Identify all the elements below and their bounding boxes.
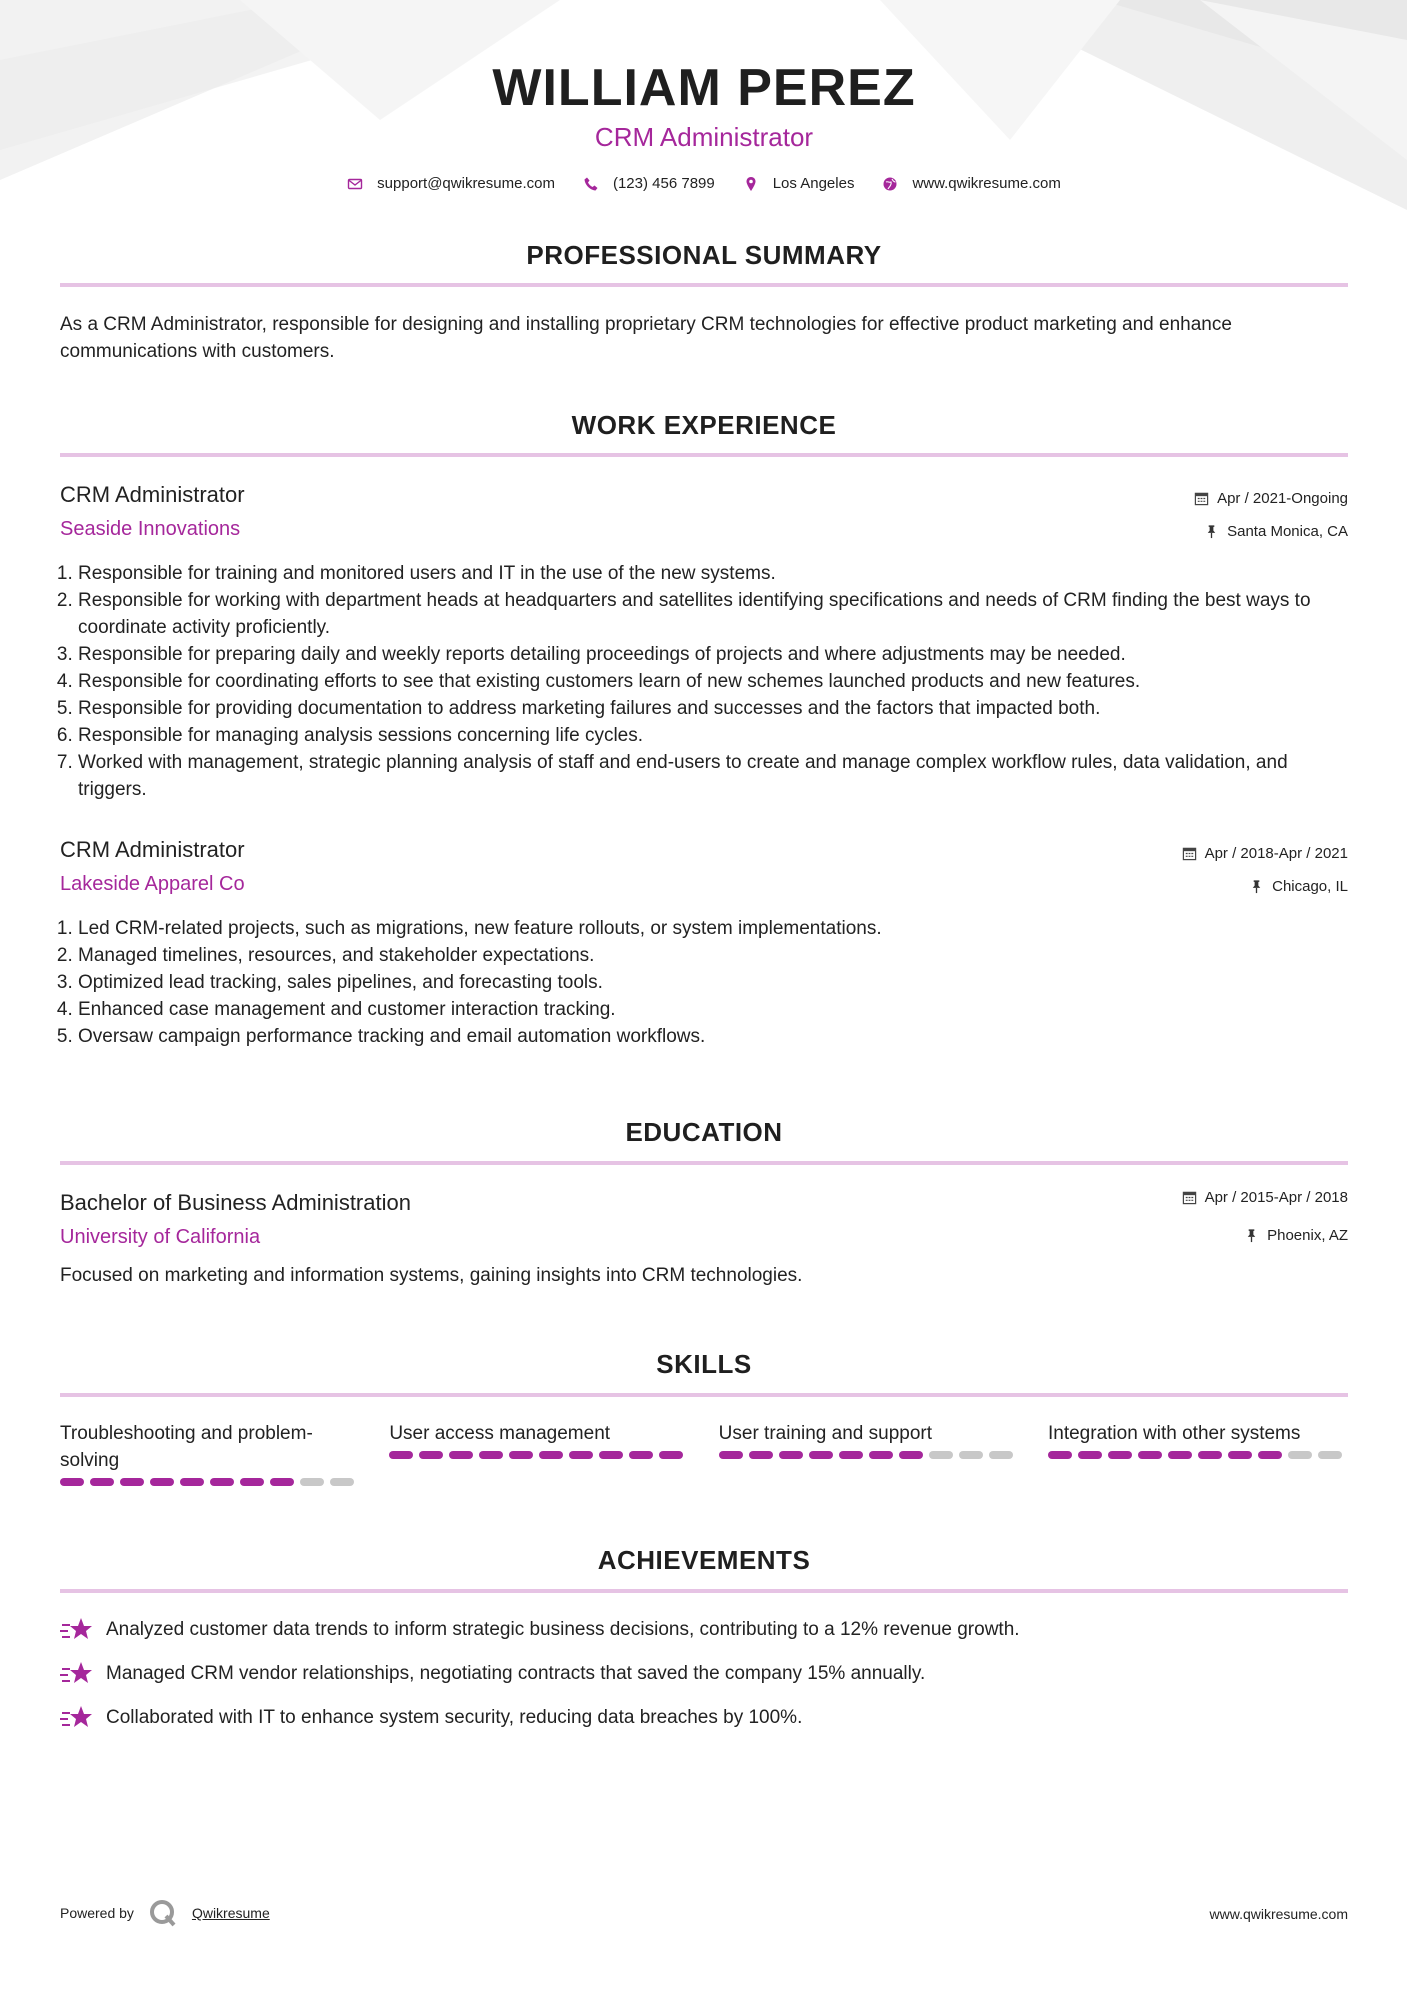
- list-item: 2. Responsible for working with department heads at headquarters and satellites identifying specifications and needs of CRM finding the best ways to coordinate activity proficiently.: [78, 587, 1348, 641]
- achievement-text: Collaborated with IT to enhance system security, reducing data breaches by 100%.: [106, 1707, 803, 1728]
- skill-level-segment: [1138, 1451, 1162, 1459]
- skill-level-bar: [60, 1478, 360, 1486]
- skill-level-segment: [869, 1451, 893, 1459]
- skill-level-segment: [270, 1478, 294, 1486]
- contact-website-text: www.qwikresume.com: [912, 175, 1061, 192]
- skill-item: [719, 1420, 1019, 1486]
- skill-level-segment: [569, 1451, 593, 1459]
- achievement-text: Managed CRM vendor relationships, negotiating contracts that saved the company 15% annually.: [106, 1663, 926, 1684]
- contact-website[interactable]: [882, 175, 1060, 192]
- skill-name: Integration with other systems: [1047, 1423, 1301, 1444]
- skill-level-segment: [1108, 1451, 1132, 1459]
- skill-level-bar: [389, 1451, 689, 1459]
- contact-email-text: support@qwikresume.com: [377, 175, 555, 192]
- skill-level-segment: [1198, 1451, 1222, 1459]
- skill-level-segment: [719, 1451, 743, 1459]
- skill-level-segment: [330, 1478, 354, 1486]
- skill-level-segment: [150, 1478, 174, 1486]
- list-item: 5. Oversaw campaign performance tracking and email automation workflows.: [78, 1023, 1348, 1050]
- job-2-company: Lakeside Apparel Co: [60, 873, 245, 895]
- list-item: 4. Enhanced case management and customer interaction tracking.: [78, 996, 1348, 1023]
- skill-level-segment: [839, 1451, 863, 1459]
- job-1-location-text: Santa Monica, CA: [1227, 523, 1348, 540]
- job-2-dates-text: Apr / 2018-Apr / 2021: [1204, 845, 1348, 862]
- phone-icon: [583, 176, 599, 192]
- education-heading: EDUCATION: [625, 1117, 783, 1147]
- experience-divider: [60, 453, 1348, 457]
- education-divider: [60, 1161, 1348, 1165]
- achievements-divider: [60, 1589, 1348, 1593]
- summary-text: As a CRM Administrator, responsible for designing and installing proprietary CRM technologies for effective product marketing and enhance communications with customers.: [60, 314, 1232, 362]
- skill-name: User access management: [389, 1423, 611, 1444]
- skill-level-bar: [719, 1451, 1019, 1459]
- skill-level-segment: [120, 1478, 144, 1486]
- job-2-title: CRM Administrator: [60, 837, 245, 862]
- job-1-location: [1204, 523, 1348, 540]
- summary-divider: [60, 283, 1348, 287]
- skill-level-segment: [419, 1451, 443, 1459]
- list-item: 5. Responsible for providing documentation to address marketing failures and successes and the factors that impacted both.: [78, 695, 1348, 722]
- skill-level-segment: [1168, 1451, 1192, 1459]
- skills-divider: [60, 1393, 1348, 1397]
- skill-level-segment: [929, 1451, 953, 1459]
- education-school: University of California: [60, 1226, 261, 1248]
- achievement-item: [60, 1616, 1348, 1644]
- footer-powered-by: [60, 1898, 270, 1928]
- skill-level-segment: [1078, 1451, 1102, 1459]
- skill-item: [389, 1420, 689, 1486]
- skill-level-segment: [899, 1451, 923, 1459]
- globe-icon: [882, 176, 898, 192]
- skill-level-segment: [300, 1478, 324, 1486]
- job-2-responsibilities: [60, 915, 1348, 1050]
- candidate-title: CRM Administrator: [594, 122, 814, 152]
- skill-level-segment: [1258, 1451, 1282, 1459]
- skill-level-segment: [809, 1451, 833, 1459]
- job-1-dates: [1194, 490, 1348, 507]
- list-item: 4. Responsible for coordinating efforts to see that existing customers learn of new schemes launched products and new features.: [78, 668, 1348, 695]
- contact-phone[interactable]: [583, 175, 715, 192]
- skill-level-segment: [749, 1451, 773, 1459]
- qwikresume-link[interactable]: Qwikresume: [191, 1905, 270, 1921]
- skill-level-segment: [240, 1478, 264, 1486]
- skills-grid: [60, 1420, 1348, 1486]
- qwikresume-logo-icon: [148, 1898, 178, 1928]
- skill-name: Troubleshooting and problem-solving: [60, 1423, 313, 1471]
- list-item: 2. Managed timelines, resources, and stakeholder expectations.: [78, 942, 1348, 969]
- star-icon: [60, 1704, 94, 1732]
- education-degree: Bachelor of Business Administration: [60, 1190, 411, 1215]
- education-location: [1244, 1227, 1348, 1244]
- contact-phone-text: (123) 456 7899: [612, 175, 715, 192]
- star-icon: [60, 1616, 94, 1644]
- skill-level-segment: [599, 1451, 623, 1459]
- skill-level-segment: [210, 1478, 234, 1486]
- list-item: 1. Led CRM-related projects, such as migrations, new feature rollouts, or system implementations.: [78, 915, 1348, 942]
- list-item: 6. Responsible for managing analysis sessions concerning life cycles.: [78, 722, 1348, 749]
- map-pin-icon: [743, 176, 759, 192]
- skill-level-segment: [959, 1451, 983, 1459]
- contact-location-text: Los Angeles: [772, 175, 855, 192]
- calendar-icon: [1194, 491, 1209, 506]
- skill-level-segment: [539, 1451, 563, 1459]
- job-1-responsibilities: [60, 560, 1348, 803]
- list-item: 3. Responsible for preparing daily and weekly reports detailing proceedings of projects and where adjustments may be needed.: [78, 641, 1348, 668]
- education-location-text: Phoenix, AZ: [1267, 1227, 1348, 1244]
- job-1-company: Seaside Innovations: [60, 518, 241, 540]
- pushpin-icon: [1204, 524, 1219, 539]
- achievements-heading: ACHIEVEMENTS: [597, 1545, 811, 1575]
- skill-level-segment: [989, 1451, 1013, 1459]
- skill-level-segment: [779, 1451, 803, 1459]
- candidate-name: WILLIAM PEREZ: [492, 59, 916, 117]
- skill-level-segment: [389, 1451, 413, 1459]
- skill-level-segment: [509, 1451, 533, 1459]
- list-item: 7. Worked with management, strategic planning analysis of staff and end-users to create and manage complex workflow rules, data validation, and triggers.: [78, 749, 1348, 803]
- skill-level-segment: [479, 1451, 503, 1459]
- skill-level-segment: [90, 1478, 114, 1486]
- skill-level-bar: [1048, 1451, 1348, 1459]
- skill-level-segment: [1318, 1451, 1342, 1459]
- star-icon: [60, 1660, 94, 1688]
- contact-email[interactable]: [347, 175, 555, 192]
- skill-level-segment: [180, 1478, 204, 1486]
- envelope-icon: [347, 176, 363, 192]
- skill-item: [1048, 1420, 1348, 1486]
- skill-level-segment: [1288, 1451, 1312, 1459]
- job-2-location: [1249, 878, 1348, 895]
- education-dates-text: Apr / 2015-Apr / 2018: [1204, 1189, 1348, 1206]
- contact-location: [743, 175, 855, 192]
- summary-heading: PROFESSIONAL SUMMARY: [526, 240, 882, 270]
- achievement-item: [60, 1660, 1348, 1688]
- skills-heading: SKILLS: [656, 1349, 752, 1379]
- skill-item: [60, 1420, 360, 1486]
- job-2-dates: [1182, 845, 1348, 862]
- skill-level-segment: [1228, 1451, 1252, 1459]
- skill-level-segment: [1048, 1451, 1072, 1459]
- experience-heading: WORK EXPERIENCE: [571, 410, 837, 440]
- footer-website[interactable]: www.qwikresume.com: [1209, 1906, 1348, 1922]
- pushpin-icon: [1244, 1228, 1259, 1243]
- pushpin-icon: [1249, 879, 1264, 894]
- list-item: 1. Responsible for training and monitored users and IT in the use of the new systems.: [78, 560, 1348, 587]
- skill-name: User training and support: [718, 1423, 932, 1444]
- calendar-icon: [1182, 846, 1197, 861]
- skill-level-segment: [60, 1478, 84, 1486]
- skill-level-segment: [659, 1451, 683, 1459]
- calendar-icon: [1182, 1190, 1197, 1205]
- powered-by-label: Powered by: [60, 1905, 134, 1921]
- list-item: 3. Optimized lead tracking, sales pipelines, and forecasting tools.: [78, 969, 1348, 996]
- job-1-title: CRM Administrator: [60, 482, 245, 507]
- education-description: Focused on marketing and information systems, gaining insights into CRM technologies.: [60, 1265, 803, 1286]
- contact-bar: [60, 175, 1348, 192]
- achievement-item: [60, 1704, 1348, 1732]
- achievement-text: Analyzed customer data trends to inform strategic business decisions, contributing to a 12% revenue growth.: [106, 1619, 1020, 1640]
- education-dates: [1182, 1189, 1348, 1206]
- skill-level-segment: [449, 1451, 473, 1459]
- skill-level-segment: [629, 1451, 653, 1459]
- job-2-location-text: Chicago, IL: [1272, 878, 1348, 895]
- job-1-dates-text: Apr / 2021-Ongoing: [1217, 490, 1348, 507]
